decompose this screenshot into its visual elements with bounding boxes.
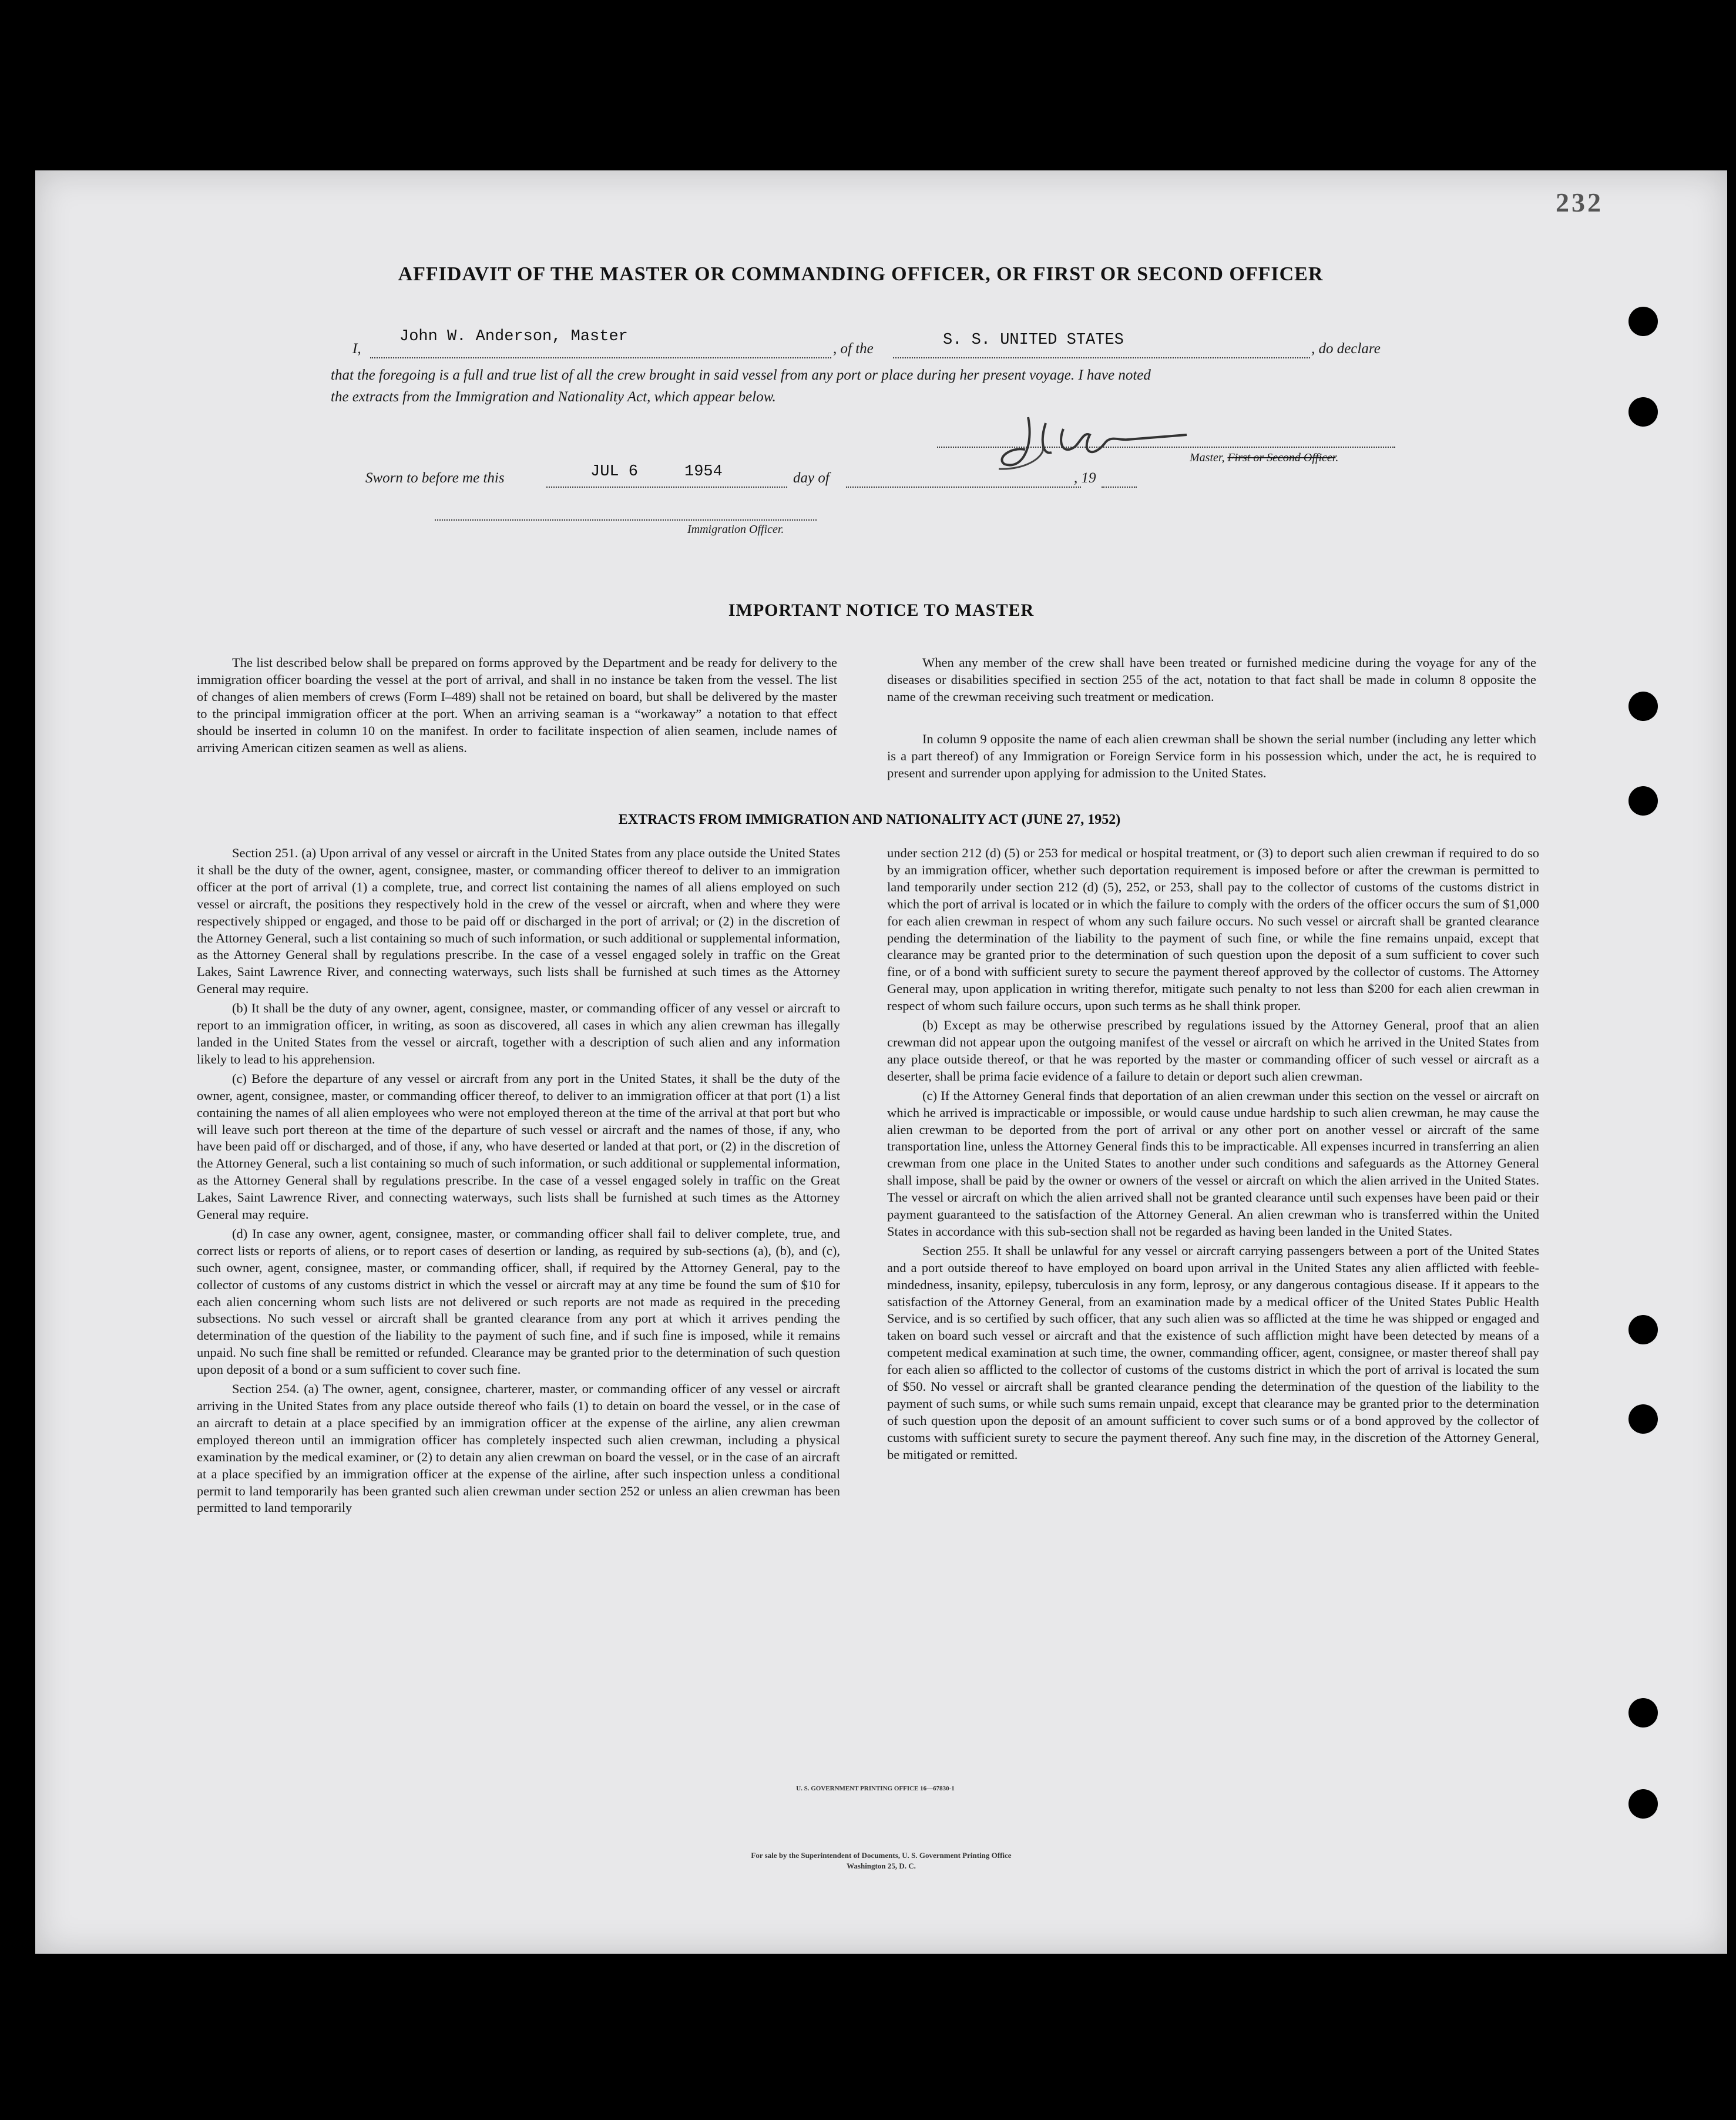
i-label: I,: [352, 341, 361, 357]
section-255: Section 255. It shall be unlawful for any vessel or aircraft carrying passengers between a port of the United States and a port outside thereof to have employed on board upon arrival in the United States any alien afflicted with feeble-mindedness, insanity, epilepsy, tuberculosis in any form, leprosy, or any dangerous contagious disease. If it appears to the satisfaction of the Attorney General, from an examination made by a medical officer of the United States Public Health Service, and is so certified by such officer, that any such alien was so afflicted at the time he was shipped or engaged and taken on board such vessel or aircraft and that the existence of such affliction might have been detected by means of a competent medical examination at such time, the owner, commanding officer, agent, consignee, or master thereof shall pay for each alien so afflicted to the collector of customs of the customs district in which the port of arrival is located the sum of $50. No vessel or aircraft shall be granted clearance pending the determination of the question of the liability to the payment of such sums, or while such sums remain unpaid, except that clearance may be granted prior to the determination of such question upon the deposit of an amount sufficient to cover such sums or of a bond approved by the collector of customs with sufficient surety to secure the payment thereof. Any such fine may, in the discretion of the Attorney General, be mitigated or remitted.: [887, 1243, 1539, 1462]
affidavit-title: AFFIDAVIT OF THE MASTER OR COMMANDING OFFICER, OR FIRST OR SECOND OFFICER: [398, 263, 1324, 285]
notice-left-paragraph: The list described below shall be prepared on forms approved by the Department and be ready for delivery to the immigration officer boarding the vessel at the port of arrival, and shall in no instance be taken from the vessel. The list of changes of alien members of crews (Form I–489) shall not be retained on board, but shall be delivered by the master to the principal immigration officer at the port. When an arriving seaman is a “workaway” a notation to that effect should be inserted in column 10 on the manifest. In order to facilitate inspection of alien seamen, include names of arriving American citizen seamen as well as aliens.: [197, 655, 837, 755]
section-251-b: (b) It shall be the duty of any owner, agent, consignee, master, or commanding officer of any vessel or aircraft to report to an immigration officer, in writing, as soon as discovered, all cases in which any alien crewman has illegally landed in the United States from the vessel or aircraft, together with a description of such alien and any information likely to lead to his apprehension.: [197, 1001, 840, 1066]
immigration-officer-line: [435, 519, 817, 521]
name-field-line: [370, 357, 831, 358]
binder-hole: [1628, 1789, 1658, 1819]
sworn-label: Sworn to before me this: [365, 470, 505, 486]
binder-hole: [1628, 1698, 1658, 1727]
signature-line: [937, 447, 1395, 448]
signature-caption: [1190, 451, 1338, 465]
printing-office-line: U. S. GOVERNMENT PRINTING OFFICE 16—67830-1: [796, 1785, 955, 1792]
caption-struck-text: First or Second Officer: [1227, 451, 1336, 464]
section-254-a: Section 254. (a) The owner, agent, consignee, charterer, master, or commanding officer of any vessel or aircraft arriving in the United States from any place outside thereof who fails (1) to detain on board the vessel, or in the case of an aircraft to detain at a place specified by an immigration officer at the expense of the airline, any alien crewman employed thereon until an immigration officer has completely inspected such alien crewman, including a physical examination by the medical examiner, or (2) to detain any alien crewman on board the vessel, or in the case of an aircraft at a place specified by an immigration officer at the expense of the airline, after such inspection unless a conditional permit to land temporarily has been granted such alien crewman under section 252 or unless an alien crewman has been permitted to land temporarily: [197, 1381, 840, 1515]
day-of-label: day of: [793, 470, 830, 486]
section-254-b: (b) Except as may be otherwise prescribed by regulations issued by the Attorney General, proof that an alien crewman did not appear upon the outgoing manifest of the vessel or aircraft on which he arrived in the United States from any place outside thereof, or that he was reported by the master or commanding officer of such vessel or aircraft as a deserter, shall be prima facie evidence of a failure to detain or deport such alien crewman.: [887, 1018, 1539, 1084]
binder-hole: [1628, 397, 1658, 427]
for-sale-line-1: For sale by the Superintendent of Documents, U. S. Government Printing Office: [751, 1851, 1012, 1860]
notice-title: IMPORTANT NOTICE TO MASTER: [728, 601, 1035, 620]
notice-right-paragraph-1: When any member of the crew shall have been treated or furnished medicine during the voyage for any of the diseases or disabilities specified in section 255 of the act, notation to that fact shall be made in column 8 opposite the name of the crewman receiving such treatment or medication.: [887, 655, 1536, 704]
master-signature: [993, 400, 1287, 482]
corner-page-number: 232: [1556, 187, 1603, 217]
binder-hole: [1628, 1404, 1658, 1434]
declaration-text-line-1: that the foregoing is a full and true list of all the crew brought in said vessel from any port or place during her present voyage. I have noted: [331, 367, 1151, 383]
binder-hole: [1628, 786, 1658, 816]
binder-hole: [1628, 692, 1658, 721]
binder-hole: [1628, 307, 1658, 336]
section-254-a-continued: under section 212 (d) (5) or 253 for medical or hospital treatment, or (3) to deport such alien crewman if required to do so by an immigration officer, whether such deportation requirement is imposed before or after the crewman is permitted to land temporarily under section 212 (d) (5), 252, or 253, shall pay to the collector of customs of the customs district in which the port of arrival is located or in which the failure to comply with the orders of the officer occurs the sum of $1,000 for each alien crewman in respect of whom any such failure occurs. No such vessel or aircraft shall be granted clearance pending the determination of the liability to the payment of such fine, or while the fine remains unpaid, except that clearance may be granted prior to the determination of such question upon the deposit of a sum sufficient to cover such fine, or of a bond with sufficient surety to secure the payment thereof approved by the collector of customs. The Attorney General may, upon application in writing therefor, mitigate such penalty to not less than $200 for each alien crewman in respect of whom such failure occurs, upon such terms as he shall think proper.: [887, 846, 1539, 1014]
section-254-c: (c) If the Attorney General finds that deportation of an alien crewman under this section on the vessel or aircraft on which he arrived is impracticable or impossible, or would cause undue hardship to such alien crewman, he may cause the alien crewman to be deported from the port of arrival or any other port on another vessel or aircraft of the same transportation line, unless the Attorney General finds this to be impracticable. All expenses incurred in transferring an alien crewman from one place in the United States to another under such conditions and safeguards as the Attorney General shall impose, shall be paid by the owner or owners of the vessel or aircraft on which the alien arrived in the United States. The vessel or aircraft on which the alien arrived shall not be granted clearance until such expenses have been paid or their payment guaranteed to the satisfaction of the Attorney General. An alien crewman who is transferred within the United States in accordance with this sub-section shall not be regarded as having been landed in the United States.: [887, 1088, 1539, 1239]
immigration-officer-label: Immigration Officer.: [687, 523, 784, 536]
do-declare-label: , do declare: [1311, 341, 1381, 357]
month-field-line: [846, 487, 1081, 488]
caption-master: Master,: [1190, 451, 1228, 464]
sworn-date-line: [546, 487, 787, 488]
binder-hole: [1628, 1315, 1658, 1344]
section-251-c: (c) Before the departure of any vessel or aircraft from any port in the United States, it shall be the duty of the owner, agent, consignee, master, or commanding officer thereof, to deliver to an immigration officer at that port (1) a list containing the names of all alien employees who were not employed thereon at the time of the arrival at that port but who will leave such port thereon at the time of the departure of such vessel or aircraft and the names of those, if any, who have been paid off or discharged, and of those, if any, who have deserted or landed at that port, or (2) in the discretion of the Attorney General, such a list containing so much of such information, or such additional or supplemental information, as the Attorney General shall by regulations prescribe. In the case of a vessel engaged solely in traffic on the Great Lakes, Saint Lawrence River, and connecting waterways, such lists shall be furnished at such times as the Attorney General may require.: [197, 1071, 840, 1222]
of-the-label: , of the: [833, 341, 874, 357]
master-name-field: John W. Anderson, Master: [399, 328, 628, 345]
year-field-line: [1102, 487, 1137, 488]
section-251-a: Section 251. (a) Upon arrival of any vessel or aircraft in the United States from any place outside the United States it shall be the duty of the owner, agent, consignee, master, or commanding officer thereof to deliver to an immigration officer at the port of arrival (1) a complete, true, and correct list containing the names of all aliens employed on such vessel or aircraft, the positions they respectively hold in the crew of the vessel or aircraft, when and where they were respectively shipped or engaged, and those to be paid off or discharged in the port of arrival; or (2) in the discretion of the Attorney General, such a list containing so much of such information, or such additional or supplemental information, as the Attorney General shall by regulations prescribe. In the case of a vessel engaged solely in traffic on the Great Lakes, Saint Lawrence River, and connecting waterways, such lists shall be furnished at such times as the Attorney General may require.: [197, 846, 840, 997]
extracts-left-column: [197, 845, 840, 1519]
vessel-name-field: S. S. UNITED STATES: [943, 331, 1124, 349]
notice-right-paragraph-2: In column 9 opposite the name of each alien crewman shall be shown the serial number (including any letter which is a part thereof) of any Immigration or Foreign Service form in his possession which, under the act, he is required to present and surrender upon applying for admission to the United States.: [887, 732, 1536, 780]
section-251-d: (d) In case any owner, agent, consignee, master, or commanding officer shall fail to deliver complete, true, and correct lists or reports of aliens, or to report cases of desertion or landing, as required by sub-sections (a), (b), and (c), such owner, agent, consignee, master, or commanding officer, shall, if required by the Attorney General, pay to the collector of customs of any customs district in which the vessel or aircraft may at any time be found the sum of $10 for each alien concerning whom such lists are not delivered or such reports are not made as required in the preceding subsections. No such vessel or aircraft shall be granted clearance from any port at which it arrives pending the determination of the question of the liability to the payment of such fine, and if such fine is imposed, while it remains unpaid. No such fine shall be remitted or refunded. Clearance may be granted prior to the determination of such question upon deposit of a bond or a sum sufficient to cover such fine.: [197, 1226, 840, 1377]
for-sale-line-2: Washington 25, D. C.: [847, 1861, 916, 1870]
declaration-text-line-2: the extracts from the Immigration and Nationality Act, which appear below.: [331, 389, 776, 405]
extracts-right-column: [887, 845, 1539, 1466]
year-prefix-label: , 19: [1074, 470, 1096, 486]
extracts-title: EXTRACTS FROM IMMIGRATION AND NATIONALITY ACT (JUNE 27, 1952): [618, 812, 1121, 827]
sworn-date-stamp: JUL 6: [590, 463, 639, 481]
sworn-year-stamp: 1954: [684, 463, 723, 481]
vessel-field-line: [893, 357, 1310, 358]
caption-period: .: [1335, 451, 1339, 464]
